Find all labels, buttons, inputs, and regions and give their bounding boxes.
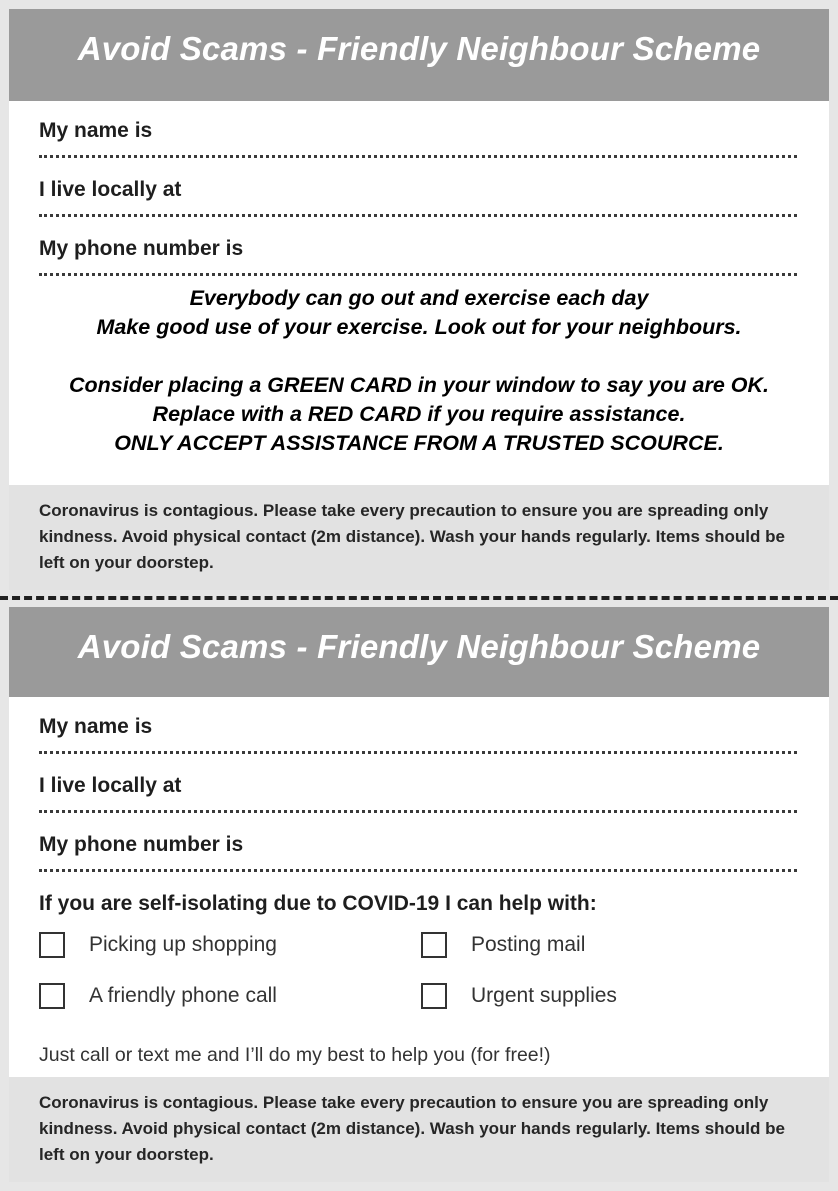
option-shopping[interactable] [39,928,277,962]
phone-field[interactable] [39,219,797,278]
help-options [39,928,829,1032]
flyer-card-bottom [9,607,829,1182]
dotted-line [39,810,797,813]
coronavirus-notice: Coronavirus is contagious. Please take every precaution to ensure you are spreading only kindness. Avoid physical contact (2m distance). Wash your hands regularly. Items should be left on your doorstep. [9,485,829,590]
option-label: Urgent supplies [471,984,617,1007]
name-field-label: My name is [39,119,153,142]
flyer-title: Avoid Scams - Friendly Neighbour Scheme [9,9,829,101]
option-label: A friendly phone call [89,984,277,1007]
checkbox[interactable] [39,932,65,958]
checkbox[interactable] [39,983,65,1009]
option-urgent-supplies[interactable] [421,979,617,1013]
phone-field-label: My phone number is [39,237,244,260]
phone-field[interactable] [39,815,797,874]
address-field[interactable] [39,756,797,815]
message-line: Consider placing a GREEN CARD in your window to say you are OK. [68,373,770,397]
closing-text: Just call or text me and I’ll do my best to help you (for free!) [39,1044,551,1066]
message-spacer [9,342,829,371]
help-heading: If you are self-isolating due to COVID-19 I can help with: [39,892,597,915]
dotted-line [39,155,797,158]
phone-field-label: My phone number is [39,833,244,856]
name-field[interactable] [39,101,797,160]
checkbox[interactable] [421,983,447,1009]
address-field-label: I live locally at [39,774,182,797]
flyer-title: Avoid Scams - Friendly Neighbour Scheme [9,607,829,697]
message-line: Make good use of your exercise. Look out for your neighbours. [96,315,742,339]
message-line: ONLY ACCEPT ASSISTANCE FROM A TRUSTED SCOURCE. [114,431,724,455]
dotted-line [39,751,797,754]
option-posting-mail[interactable] [421,928,585,962]
address-field[interactable] [39,160,797,219]
dotted-line [39,869,797,872]
checkbox[interactable] [421,932,447,958]
option-label: Posting mail [471,933,586,956]
dotted-line [39,214,797,217]
name-field-label: My name is [39,715,153,738]
address-field-label: I live locally at [39,178,182,201]
option-phone-call[interactable] [39,979,277,1013]
scheme-message [9,284,829,458]
cut-line [0,596,838,600]
option-label: Picking up shopping [89,933,277,956]
dotted-line [39,273,797,276]
coronavirus-notice: Coronavirus is contagious. Please take every precaution to ensure you are spreading only kindness. Avoid physical contact (2m distance). Wash your hands regularly. Items should be left on your doorstep. [9,1077,829,1182]
name-field[interactable] [39,697,797,756]
flyer-card-top [9,9,829,590]
message-line: Replace with a RED CARD if you require assistance. [152,402,686,426]
message-line: Everybody can go out and exercise each day [189,286,649,310]
